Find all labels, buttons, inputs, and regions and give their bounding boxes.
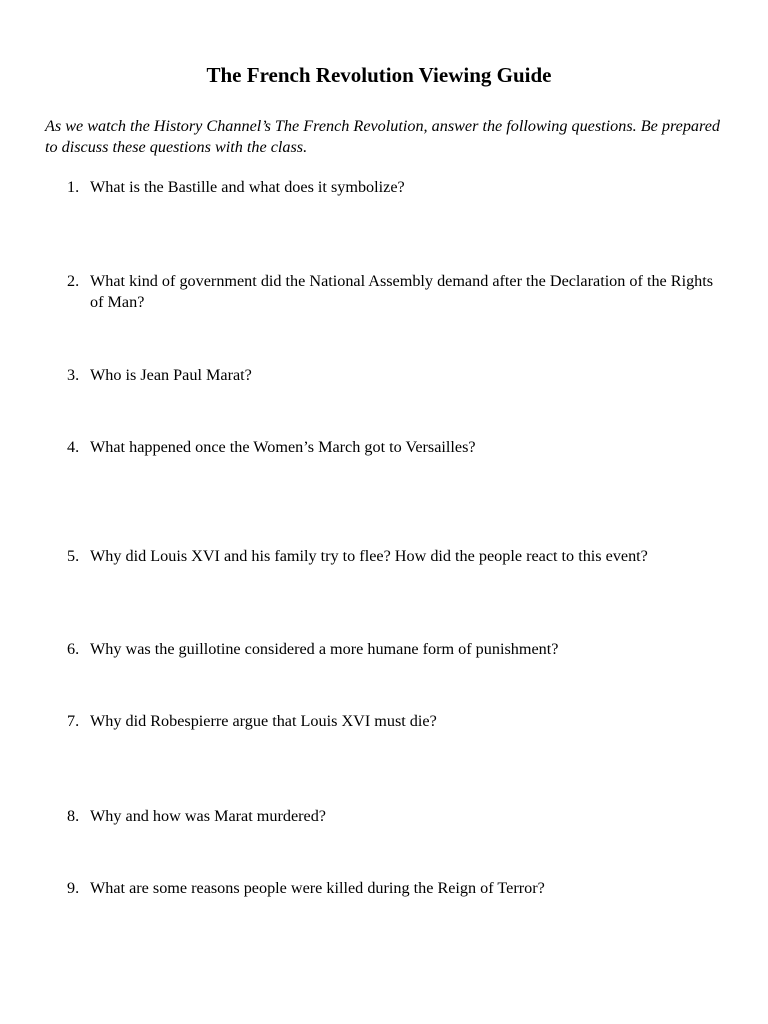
question-number: 7.: [67, 712, 80, 730]
document-title: The French Revolution Viewing Guide: [206, 63, 552, 87]
question-text: What is the Bastille and what does it symbolize?: [90, 178, 405, 196]
question-number: 3.: [67, 366, 80, 384]
question-text: What happened once the Women’s March got to Versailles?: [90, 438, 476, 456]
question-text: Why and how was Marat murdered?: [90, 807, 326, 825]
question-text: Why was the guillotine considered a more humane form of punishment?: [90, 640, 559, 658]
question-number: 8.: [67, 807, 80, 825]
question-number: 6.: [67, 640, 80, 658]
question-text: What are some reasons people were killed during the Reign of Terror?: [90, 879, 545, 897]
intro-instructions: As we watch the History Channel’s The French Revolution, answer the following questions. Be prepared to discuss these questions with the class.: [45, 117, 721, 156]
question-text: Why did Louis XVI and his family try to flee? How did the people react to this event?: [90, 547, 648, 565]
question-number: 9.: [67, 879, 80, 897]
question-text: Why did Robespierre argue that Louis XVI must die?: [90, 712, 437, 730]
question-text: Who is Jean Paul Marat?: [90, 366, 252, 384]
question-number: 1.: [67, 178, 80, 196]
question-number: 5.: [67, 547, 80, 565]
question-text: What kind of government did the National Assembly demand after the Declaration of the Rights of Man?: [90, 272, 714, 311]
question-number: 4.: [67, 438, 80, 456]
question-number: 2.: [67, 272, 80, 290]
